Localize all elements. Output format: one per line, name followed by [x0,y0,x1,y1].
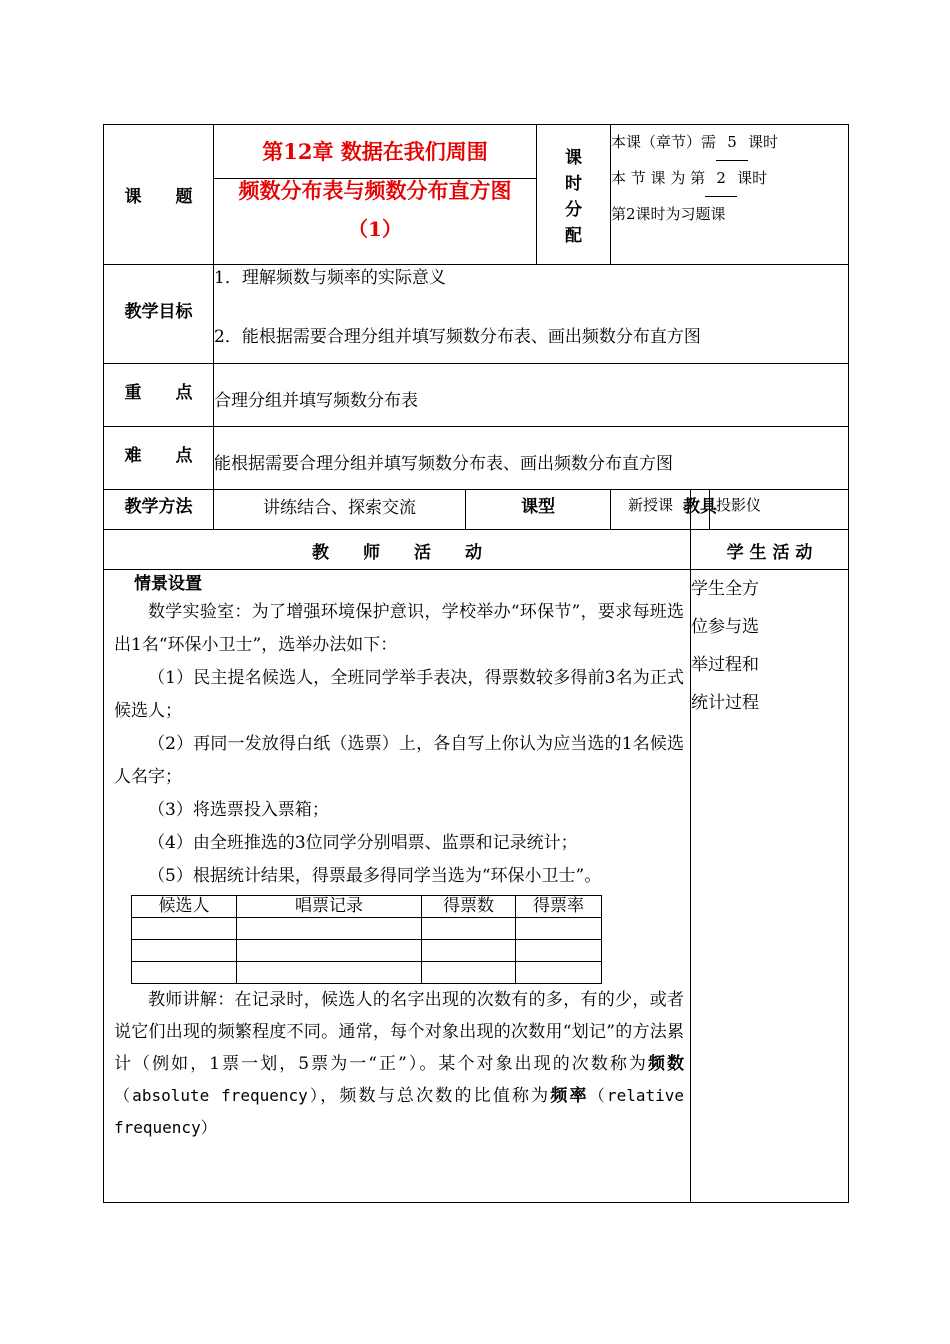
term-relative-frequency: 频率 [550,1086,589,1106]
vote-col-count: 得票数 [422,896,516,918]
difficulty-row [104,427,849,490]
period-info-cell [611,125,849,265]
student-line-2: 位参与选 [691,617,760,637]
vote-table-row [132,940,602,962]
student-activity-cell [691,570,849,1203]
teacher-explanation: 教师讲解：在记录时，候选人的名字出现的次数有的多，有的少，或者说它们出现的频繁程度不同。通常，每个对象出现的次数用“划记”的方法累计（例如，1票一划，5票为一“正”）。某个对象出现的次数称为频数（absolute frequency），频数与总次数的比值称为频率（relative frequency） [114,990,685,1137]
student-line-1: 学生全方 [691,579,760,599]
period-char-3: 分 [565,200,583,220]
vote-table-header [132,896,602,918]
vote-table [131,895,602,984]
period-char-4: 配 [565,226,583,246]
step-4: （4）由全班推选的3位同学分别唱票、监票和记录统计； [148,833,578,853]
key-point-text: 合理分组并填写频数分布表 [214,364,849,427]
subject-label: 课 题 [104,125,214,265]
lesson-number: （1） [348,217,402,241]
teacher-activity-cell [104,570,691,1203]
period-note-line: 第2课时为习题课 [611,205,726,223]
type-label: 课型 [466,490,611,530]
method-value: 讲练结合、探索交流 [214,490,466,530]
student-line-4: 统计过程 [691,693,760,713]
title-row [104,125,849,265]
lesson-plan-table [103,124,849,1203]
period-total-value: 5 [716,125,748,161]
student-activity-header: 学 生 活 动 [691,530,849,570]
vote-table-row [132,918,602,940]
activity-header-row [104,530,849,570]
vote-table-row [132,962,602,984]
method-label: 教学方法 [104,490,214,530]
key-point-row [104,364,849,427]
period-current-value: 2 [705,161,737,197]
period-total-line: 本课（章节）需 5 课时 [611,125,848,161]
lesson-title-cell [214,125,537,265]
activity-content-row [104,570,849,1203]
objectives-cell [214,265,849,364]
chapter-title: 第12章 数据在我们周围 [262,139,488,164]
scenario-intro: 数学实验室：为了增强环境保护意识，学校举办“环保节”，要求每班选出1名“环保小卫士”，选举办法如下： [114,602,685,655]
method-row [104,490,849,530]
period-char-2: 时 [565,174,583,194]
lesson-title: 频数分布表与频数分布直方图 [238,178,512,203]
vote-col-candidate: 候选人 [132,896,237,918]
tool-label: 教具 [691,490,710,530]
step-5: （5）根据统计结果，得票最多得同学当选为“环保小卫士”。 [148,866,602,886]
difficulty-label: 难 点 [104,427,214,490]
period-current-line: 本 节 课 为 第 2 课时 [611,161,848,197]
difficulty-text: 能根据需要合理分组并填写频数分布表、画出频数分布直方图 [214,427,849,490]
step-3: （3）将选票投入票箱； [148,800,329,820]
student-line-3: 举过程和 [691,655,760,675]
type-value: 新授课 [611,490,691,530]
vote-col-record: 唱票记录 [237,896,422,918]
teacher-activity-header: 教 师 活 动 [104,530,691,570]
objective-1: 1．理解频数与频率的实际意义 [214,268,446,288]
tool-value: 投影仪 [710,490,849,530]
vote-col-rate: 得票率 [516,896,602,918]
section-title: 情景设置 [134,574,202,594]
term-relative-frequency-en: （relative frequency） [114,1086,684,1137]
key-point-label: 重 点 [104,364,214,427]
objectives-row [104,265,849,364]
step-1: （1）民主提名候选人，全班同学举手表决，得票数较多得前3名为正式候选人； [114,668,685,721]
term-frequency: 频数 [647,1054,685,1074]
objectives-label: 教学目标 [104,265,214,364]
step-2: （2）再同一发放得白纸（选票）上，各自写上你认为应当选的1名候选人名字； [114,734,685,787]
period-char-1: 课 [565,148,583,168]
term-frequency-en: （absolute frequency） [114,1086,321,1105]
period-label-cell [537,125,611,265]
objective-2: 2．能根据需要合理分组并填写频数分布表、画出频数分布直方图 [214,327,701,347]
